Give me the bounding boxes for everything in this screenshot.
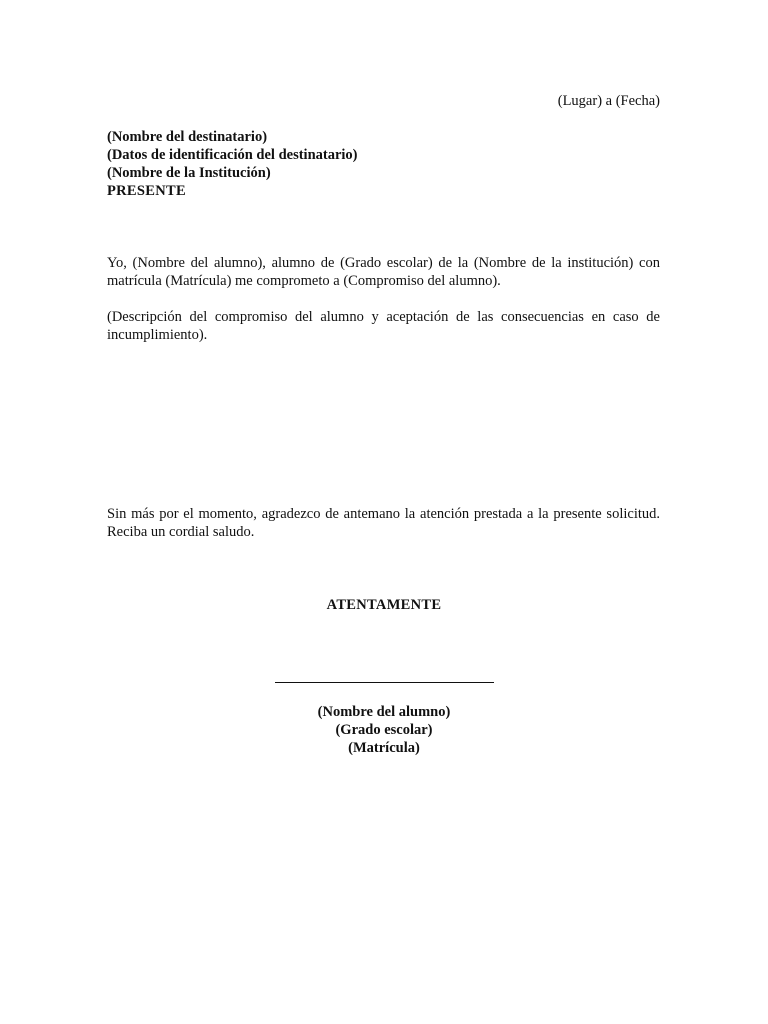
recipient-institution: (Nombre de la Institución): [107, 165, 271, 181]
signature-block: [0, 703, 768, 757]
farewell-paragraph: Sin más por el momento, agradezco de antemano la atención prestada a la presente solicitud. Reciba un cordial saludo.: [107, 506, 660, 540]
signature-id: (Matrícula): [348, 740, 420, 756]
closing-text: ATENTAMENTE: [326, 597, 442, 613]
commitment-paragraph: Yo, (Nombre del alumno), alumno de (Grado escolar) de la (Nombre de la institución) con matrícula (Matrícula) me comprometo a (Compromiso del alumno).: [107, 255, 660, 289]
place-date: (Lugar) a (Fecha): [557, 93, 660, 109]
recipient-name: (Nombre del destinatario): [107, 129, 268, 145]
recipient-greeting: PRESENTE: [107, 183, 186, 199]
signature-line: [275, 682, 494, 683]
recipient-block: [107, 128, 358, 200]
description-paragraph: (Descripción del compromiso del alumno y aceptación de las consecuencias en caso de incumplimiento).: [107, 309, 660, 343]
signature-grade: (Grado escolar): [335, 722, 433, 738]
signature-name: (Nombre del alumno): [317, 704, 451, 720]
recipient-identification: (Datos de identificación del destinatario): [107, 147, 358, 163]
